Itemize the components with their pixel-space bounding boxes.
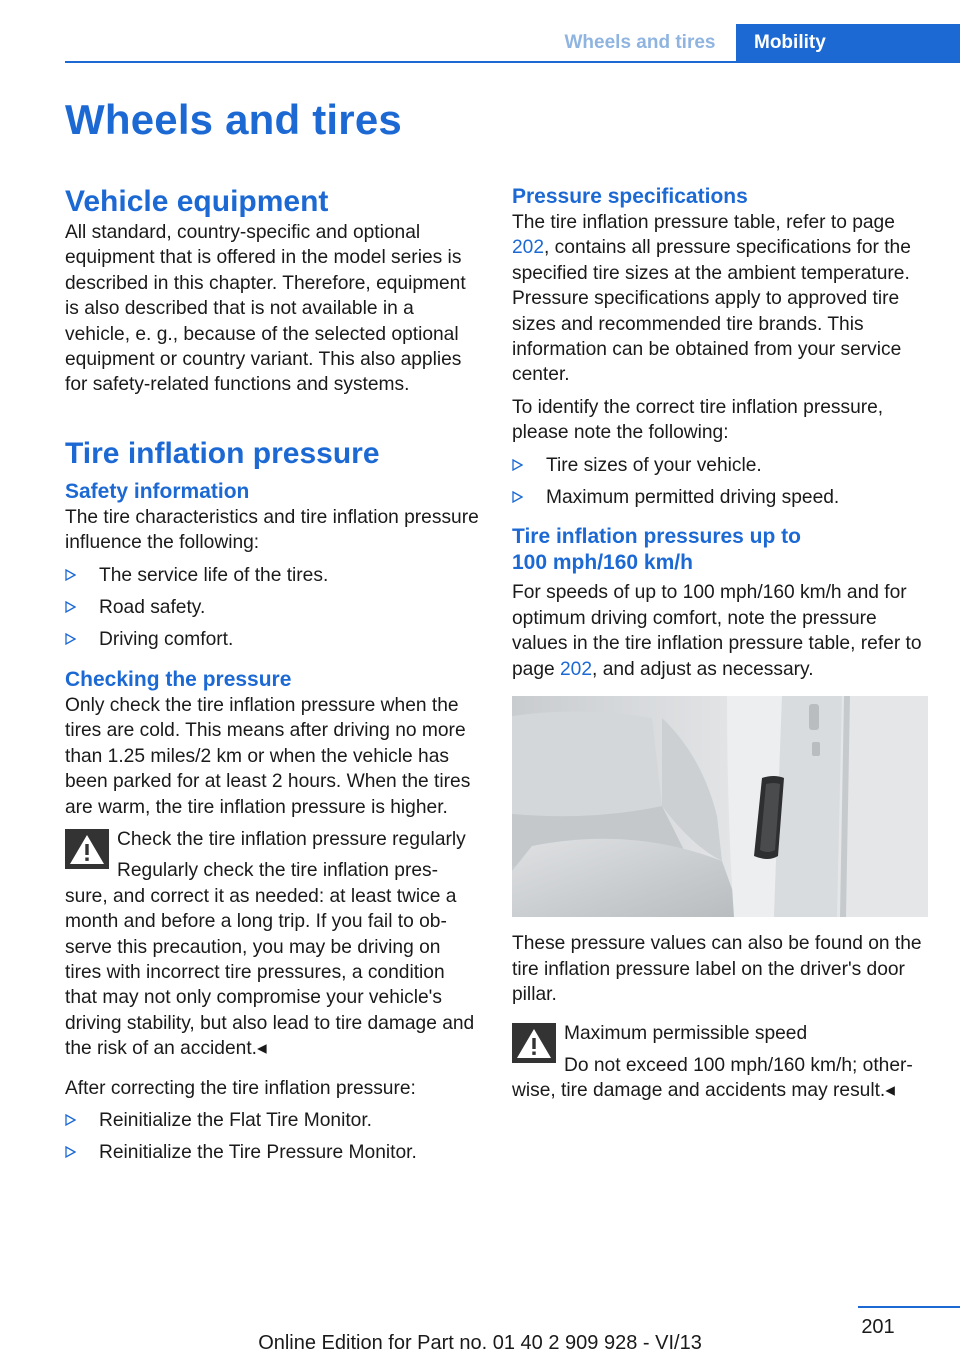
- text-segment: , contains all pressure specifications for the specified tire sizes at the ambient temperature. Pressure specifications apply to approved tire sizes and recommended tire brands. This information can be obtained from your service center.: [512, 237, 911, 386]
- list-item: [512, 485, 928, 510]
- header-rule: [65, 61, 960, 63]
- triangle-bullet-icon: [65, 601, 76, 613]
- heading-line: Tire inflation pressures up to: [512, 525, 801, 549]
- triangle-bullet-icon: [65, 633, 76, 645]
- header-chapter-tab: Mobility: [736, 24, 960, 61]
- text-segment: The tire inflation pressure table, refer to page: [512, 212, 895, 233]
- text-segment: For speeds of up to 100 mph/160 km/h and for optimum driving comfort, note the pressure values in the tire inflation pressure table, refer to page: [512, 582, 922, 680]
- warning-text-first-line: Do not exceed 100 mph/160 km/h; other-: [564, 1054, 913, 1076]
- heading-tire-inflation-pressure: Tire inflation pressure: [65, 436, 380, 470]
- list-item-text: Maximum permitted driving speed.: [546, 487, 840, 509]
- list-item-text: Reinitialize the Tire Pressure Monitor.: [99, 1142, 417, 1164]
- identify-pressure-text: To identify the correct tire inflation pressure, please note the following:: [512, 396, 884, 444]
- warning-triangle-icon: [65, 829, 109, 869]
- triangle-bullet-icon: [512, 459, 523, 471]
- page-number: 201: [861, 1316, 895, 1338]
- triangle-bullet-icon: [65, 1114, 76, 1126]
- page-reference-link[interactable]: 202: [512, 237, 545, 259]
- identify-list: [512, 453, 928, 511]
- warning-title: Check the tire inflation pressure regularly: [117, 828, 466, 850]
- safety-information-text: The tire characteristics and tire inflation pressure influence the following:: [65, 506, 479, 554]
- right-column: [512, 184, 928, 1104]
- warning-title: Maximum permissible speed: [564, 1023, 808, 1045]
- list-item: [512, 453, 928, 478]
- heading-safety-information: Safety information: [65, 479, 250, 503]
- after-correcting-list: [65, 1108, 481, 1166]
- pressures-up-to-100-text: [512, 580, 928, 682]
- heading-pressures-up-to-100: [512, 524, 928, 576]
- heading-checking-the-pressure: Checking the pressure: [65, 667, 292, 691]
- list-item: [65, 563, 481, 588]
- heading-line: 100 mph/160 km/h: [512, 551, 693, 575]
- warning-triangle-icon: [512, 1023, 556, 1063]
- list-item-text: Reinitialize the Flat Tire Monitor.: [99, 1109, 372, 1131]
- heading-vehicle-equipment: Vehicle equipment: [65, 185, 329, 218]
- page-title: Wheels and tires: [65, 96, 402, 143]
- header-section-label: Wheels and tires: [564, 32, 716, 53]
- footer-rule: [858, 1306, 960, 1308]
- list-item: [65, 627, 481, 652]
- checking-pressure-text: Only check the tire inflation pressure when the tires are cold. This means after driving no more than 1.25 miles/2 km or when the vehicle has been parked for at least 2 hours. When the tires are warm, the tire inflation pressure is higher.: [65, 694, 471, 818]
- text-segment: , and adjust as necessary.: [592, 658, 814, 680]
- list-item: [65, 1140, 481, 1165]
- warning-text-first-line: Regularly check the tire inflation pres-: [117, 860, 439, 882]
- warning-text: wise, tire damage and accidents may result.◂: [512, 1080, 895, 1102]
- edition-footer: Online Edition for Part no. 01 40 2 909 928 - VI/13: [258, 1332, 702, 1354]
- warning-block: [65, 827, 481, 1062]
- door-pillar-label-photo: [512, 696, 928, 917]
- page-reference-link[interactable]: 202: [560, 658, 593, 680]
- list-item-text: Driving comfort.: [99, 629, 234, 651]
- list-item: [65, 1108, 481, 1133]
- triangle-bullet-icon: [65, 569, 76, 581]
- list-item: [65, 595, 481, 620]
- list-item-text: Road safety.: [99, 597, 206, 619]
- list-item-text: Tire sizes of your vehicle.: [546, 454, 762, 476]
- safety-list: [65, 563, 481, 653]
- vehicle-equipment-text: All standard, country-specific and optional equipment that is offered in the model series is described in this chapter. Therefore, equipment is also described that is not available in a vehicle, e. g., because of the selected optional equipment or country variant. This also applies for safety-related functions and systems.: [65, 222, 466, 396]
- after-correcting-text: After correcting the tire inflation pressure:: [65, 1077, 416, 1099]
- heading-pressure-specifications: Pressure specifications: [512, 185, 748, 208]
- warning-block: [512, 1021, 928, 1103]
- triangle-bullet-icon: [512, 491, 523, 503]
- pressure-specifications-text: [512, 210, 928, 388]
- triangle-bullet-icon: [65, 1146, 76, 1158]
- warning-text: sure, and correct it as needed: at least twice a month and before a long trip. If you fail to observe this precaution, you may be driving on tires with incorrect tire pressures, a condition that may not only compromise your vehicle's driving stability, but also lead to tire damage and the risk of an accident.◂: [65, 885, 475, 1060]
- list-item-text: The service life of the tires.: [99, 564, 329, 586]
- after-image-text: These pressure values can also be found on the tire inflation pressure label on the driver's door pillar.: [512, 933, 922, 1005]
- left-column: [65, 184, 481, 1166]
